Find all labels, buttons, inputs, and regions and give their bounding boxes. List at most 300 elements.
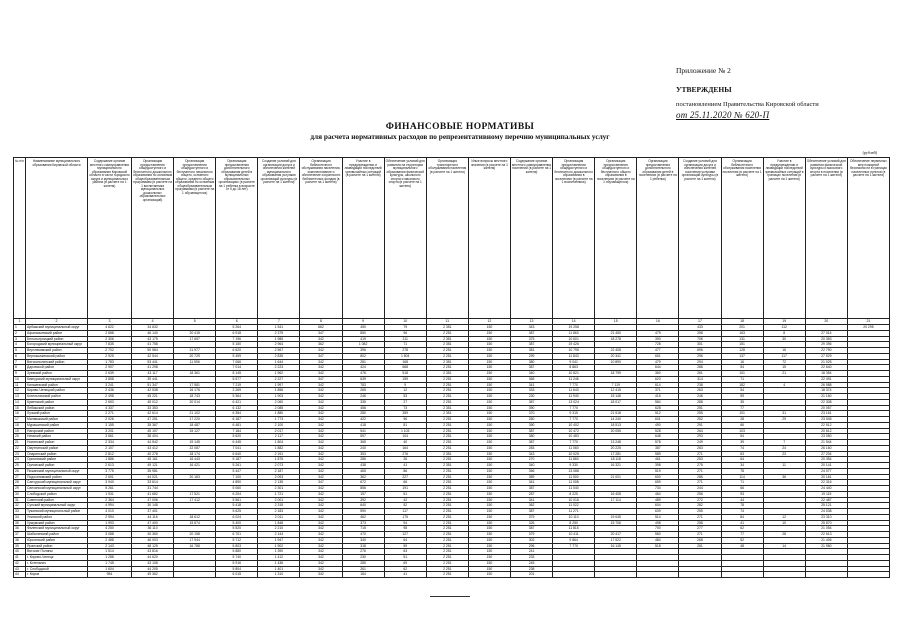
column-number: 1	[14, 319, 26, 325]
value-cell: 20 612	[805, 428, 847, 434]
value-cell: 390	[510, 405, 552, 411]
value-cell: 464	[637, 491, 679, 497]
value-cell: 15 874	[174, 520, 216, 526]
row-number: 6	[14, 353, 26, 359]
value-cell: 342	[300, 428, 342, 434]
value-cell: 342	[300, 514, 342, 520]
value-cell: 16 145	[595, 543, 637, 549]
value-cell: 2 001	[258, 497, 300, 503]
value-cell: 387	[510, 509, 552, 515]
value-cell: 2 060	[258, 399, 300, 405]
value-cell: 104	[384, 434, 426, 440]
value-cell: 54	[721, 434, 763, 440]
value-cell: 380	[510, 359, 552, 365]
value-cell: 11 940	[553, 394, 595, 400]
approval-block	[676, 66, 876, 121]
value-cell: 359	[384, 411, 426, 417]
value-cell: 2 351	[426, 463, 468, 469]
value-cell: 2 351	[426, 359, 468, 365]
value-cell: 175	[384, 514, 426, 520]
column-header: Создание условий для организации досуга и обеспечения жителей поселения услугами организаций культуры (в расчете на 1 жителя)	[679, 158, 721, 319]
value-cell: 2 143	[88, 543, 132, 549]
value-cell: 614	[637, 382, 679, 388]
value-cell: 342	[300, 526, 342, 532]
row-number: 12	[14, 388, 26, 394]
value-cell: 2 093	[258, 474, 300, 480]
value-cell: 639	[637, 509, 679, 515]
value-cell: 362	[342, 474, 384, 480]
value-cell: 286	[679, 474, 721, 480]
column-number: 16	[637, 319, 679, 325]
value-cell: 21 450	[595, 330, 637, 336]
value-cell: 1 903	[258, 394, 300, 400]
value-cell: 251	[679, 405, 721, 411]
row-number: 42	[14, 560, 26, 566]
decree-date: от 25.11.2020 № 620-П	[676, 109, 770, 120]
value-cell: 286	[342, 457, 384, 463]
value-cell: 601	[637, 417, 679, 423]
value-cell: 41	[384, 463, 426, 469]
value-cell: 644	[637, 365, 679, 371]
value-cell: 1 902	[258, 543, 300, 549]
value-cell: 2 251	[426, 388, 468, 394]
value-cell: 150	[468, 440, 510, 446]
value-cell: 15 148	[595, 394, 637, 400]
value-cell: 52	[384, 503, 426, 509]
value-cell: 63	[721, 451, 763, 457]
value-cell: 954	[88, 572, 132, 578]
value-cell: 5 060	[216, 486, 258, 492]
value-cell: 201	[510, 572, 552, 578]
value-cell: 43 117	[132, 371, 174, 377]
value-cell: 36 110	[132, 526, 174, 532]
municipality-name: Опаринский район	[26, 451, 88, 457]
value-cell: 40 360	[132, 532, 174, 538]
value-cell: 22 790	[805, 348, 847, 354]
value-cell: 5 916	[216, 560, 258, 566]
value-cell: 2 251	[426, 526, 468, 532]
value-cell: 11 863	[553, 330, 595, 336]
value-cell: 470	[342, 532, 384, 538]
value-cell: 20 183	[174, 474, 216, 480]
value-cell: 182	[721, 382, 763, 388]
value-cell: 117	[763, 353, 805, 359]
value-cell: 2 351	[426, 451, 468, 457]
value-cell: 53	[384, 394, 426, 400]
value-cell: 387	[510, 526, 552, 532]
row-number: 21	[14, 440, 26, 446]
value-cell: 1 745	[88, 560, 132, 566]
value-cell: 45 161	[132, 457, 174, 463]
value-cell: 2 351	[426, 411, 468, 417]
value-cell: 10 483	[553, 434, 595, 440]
value-cell: 342	[300, 572, 342, 578]
value-cell: 2 251	[426, 382, 468, 388]
value-cell: 45 221	[132, 394, 174, 400]
value-cell: 19 045	[595, 514, 637, 520]
value-cell: 6 640	[216, 451, 258, 457]
municipality-name: Нагорский район	[26, 428, 88, 434]
column-number: 7	[258, 319, 300, 325]
row-number: 13	[14, 394, 26, 400]
value-cell: 17 522	[595, 537, 637, 543]
value-cell: 519	[637, 468, 679, 474]
value-cell: 2 251	[426, 445, 468, 451]
value-cell: 2 073	[258, 463, 300, 469]
value-cell: 424	[342, 365, 384, 371]
value-cell: 11 271	[553, 509, 595, 515]
value-cell: 387	[510, 428, 552, 434]
value-cell: 373	[342, 520, 384, 526]
municipality-name: Белохолуницкий район	[26, 336, 88, 342]
value-cell: 39	[721, 440, 763, 446]
value-cell: 93	[721, 491, 763, 497]
value-cell: 258	[679, 520, 721, 526]
value-cell: 700	[637, 526, 679, 532]
value-cell: 5 712	[216, 537, 258, 543]
value-cell: 419	[342, 336, 384, 342]
value-cell: 62	[721, 526, 763, 532]
footer-line	[430, 596, 470, 597]
value-cell: 365	[510, 376, 552, 382]
value-cell: 245	[510, 560, 552, 566]
value-cell: 2 251	[426, 434, 468, 440]
row-number: 27	[14, 474, 26, 480]
municipality-name: Лузский район	[26, 411, 88, 417]
column-number: 20	[805, 319, 847, 325]
row-number: 35	[14, 520, 26, 526]
value-cell: 2 251	[426, 543, 468, 549]
value-cell: 49 121	[132, 463, 174, 469]
value-cell: 3 775	[88, 468, 132, 474]
value-cell: 342	[300, 463, 342, 469]
value-cell: 150	[468, 399, 510, 405]
value-cell: 15 706	[595, 520, 637, 526]
value-cell: 150	[468, 549, 510, 555]
value-cell: 150	[468, 394, 510, 400]
value-cell: 22 087	[174, 445, 216, 451]
value-cell: 164	[384, 445, 426, 451]
value-cell: 59	[721, 394, 763, 400]
row-number: 14	[14, 399, 26, 405]
value-cell: 353	[342, 451, 384, 457]
value-cell: 850	[342, 330, 384, 336]
value-cell: 18 487	[174, 422, 216, 428]
value-cell: 2 251	[426, 422, 468, 428]
municipality-name: Немский район	[26, 434, 88, 440]
value-cell: 438	[342, 463, 384, 469]
value-cell: 22 640	[805, 365, 847, 371]
value-cell: 362	[300, 342, 342, 348]
value-cell: 103	[721, 428, 763, 434]
value-cell: 20 295	[847, 325, 889, 331]
column-header: Организация предоставления дополнительного образования детей в поселениях (в расчете на 1 ребенка)	[637, 158, 679, 319]
value-cell: 35 981	[132, 468, 174, 474]
column-number: 18	[721, 319, 763, 325]
value-cell: 379	[510, 514, 552, 520]
row-number: 1	[14, 325, 26, 331]
value-cell: 29 396	[805, 342, 847, 348]
value-cell: 2 364	[88, 497, 132, 503]
value-cell: 24 077	[805, 468, 847, 474]
value-cell: 11 246	[553, 376, 595, 382]
municipality-name: Подосиновский район	[26, 474, 88, 480]
value-cell: 184	[342, 572, 384, 578]
value-cell: 5 150	[216, 342, 258, 348]
value-cell: 41 682	[132, 491, 174, 497]
row-number: 41	[14, 555, 26, 561]
value-cell: 16 443	[174, 457, 216, 463]
value-cell: 66	[721, 422, 763, 428]
value-cell: 347	[300, 353, 342, 359]
municipality-name: Афанасьевский район	[26, 330, 88, 336]
value-cell: 1 848	[258, 520, 300, 526]
value-cell: 20 225	[595, 445, 637, 451]
value-cell: 278	[384, 348, 426, 354]
value-cell: 342	[300, 474, 342, 480]
value-cell: 5 261	[216, 463, 258, 469]
value-cell: 47 006	[132, 497, 174, 503]
value-cell: 250	[510, 417, 552, 423]
value-cell: 387	[510, 486, 552, 492]
value-cell: 347	[300, 376, 342, 382]
value-cell: 281	[342, 359, 384, 365]
value-cell: 42 538	[132, 388, 174, 394]
value-cell: 22 408	[595, 348, 637, 354]
value-cell: 9 330	[553, 463, 595, 469]
value-cell: 13 088	[553, 468, 595, 474]
value-cell: 651	[637, 353, 679, 359]
document-subtitle: для расчета нормативных расходов по репрезентативному перечню муниципальных услуг	[310, 132, 610, 141]
value-cell: 261	[679, 543, 721, 549]
value-cell: 387	[510, 399, 552, 405]
value-cell: 342	[300, 434, 342, 440]
value-cell: 342	[300, 399, 342, 405]
value-cell: 17 114	[595, 497, 637, 503]
value-cell: 461	[637, 457, 679, 463]
value-cell: 43 175	[132, 336, 174, 342]
municipality-name: Арбажский муниципальный округ	[26, 325, 88, 331]
value-cell: 456	[342, 405, 384, 411]
row-number: 26	[14, 468, 26, 474]
value-cell: 1 882	[258, 445, 300, 451]
value-cell: 342	[300, 503, 342, 509]
value-cell: 72	[763, 359, 805, 365]
value-cell: 150	[468, 503, 510, 509]
value-cell: 659	[637, 480, 679, 486]
value-cell: 26	[384, 457, 426, 463]
value-cell: 21 054	[805, 526, 847, 532]
value-cell: 342	[300, 365, 342, 371]
value-cell: 662	[300, 325, 342, 331]
value-cell: 514	[637, 514, 679, 520]
column-number: 17	[679, 319, 721, 325]
value-cell: 2 210	[258, 526, 300, 532]
value-cell: 6 620	[216, 348, 258, 354]
value-cell: 46 140	[132, 330, 174, 336]
value-cell: 11	[763, 463, 805, 469]
value-cell: 20 158	[174, 532, 216, 538]
value-cell: 2 251	[426, 330, 468, 336]
column-header: Содержание органов местного самоуправления муниципального образования Кировской области в части городского округа и муниципального района (в расчете на 1 жителя)	[88, 158, 132, 319]
value-cell: 11 022	[553, 503, 595, 509]
value-cell: 256	[679, 491, 721, 497]
value-cell: 285	[342, 560, 384, 566]
value-cell: 23 161	[805, 411, 847, 417]
value-cell: 150	[468, 572, 510, 578]
value-cell: 628	[637, 405, 679, 411]
value-cell: 150	[468, 480, 510, 486]
value-cell: 2 251	[426, 514, 468, 520]
value-cell: 271	[679, 514, 721, 520]
value-cell: 2 251	[426, 532, 468, 538]
municipality-name: Лебяжский район	[26, 405, 88, 411]
value-cell: 18 017	[595, 399, 637, 405]
title-block	[250, 122, 670, 142]
value-cell: 84	[721, 514, 763, 520]
value-cell: 150	[468, 365, 510, 371]
value-cell: 249	[679, 440, 721, 446]
value-cell: 137	[721, 353, 763, 359]
value-cell: 1 875	[258, 457, 300, 463]
value-cell: 3 201	[88, 428, 132, 434]
value-cell: 150	[468, 336, 510, 342]
value-cell: 9 864	[553, 537, 595, 543]
value-cell: 43 108	[132, 560, 174, 566]
value-cell: 201	[721, 325, 763, 331]
value-cell: 6 481	[216, 422, 258, 428]
value-cell: 9	[384, 382, 426, 388]
value-cell: 21 160	[805, 394, 847, 400]
value-cell: 150	[468, 411, 510, 417]
value-cell: 10 110	[553, 514, 595, 520]
value-cell: 734	[637, 486, 679, 492]
value-cell: 191	[384, 486, 426, 492]
value-cell: 131	[721, 336, 763, 342]
value-cell: 77	[721, 532, 763, 538]
value-cell: 7 184	[216, 428, 258, 434]
value-cell: 356	[510, 468, 552, 474]
value-cell: 365	[342, 440, 384, 446]
value-cell: 342	[300, 560, 342, 566]
value-cell: 342	[300, 411, 342, 417]
value-cell: 5 880	[216, 549, 258, 555]
value-cell: 78	[721, 503, 763, 509]
value-cell: 94	[384, 520, 426, 526]
value-cell: 387	[510, 365, 552, 371]
value-cell: 22 316	[805, 480, 847, 486]
municipality-name: Фаленский муниципальный округ	[26, 526, 88, 532]
column-number: 21	[847, 319, 889, 325]
value-cell: 2 251	[426, 376, 468, 382]
value-cell: 261	[679, 371, 721, 377]
row-number: 8	[14, 365, 26, 371]
value-cell: 6 354	[216, 411, 258, 417]
column-header: Организация предоставления общедоступного и бесплатного дошкольного образования по основным общеобразовательным программам (в расчете на 1 воспитанника муниципальных дошкольных образовательных организаций)	[132, 158, 174, 319]
value-cell: 7 014	[216, 365, 258, 371]
value-cell: 2 351	[426, 342, 468, 348]
value-cell: 150	[468, 509, 510, 515]
value-cell: 342	[300, 457, 342, 463]
value-cell: 584	[637, 399, 679, 405]
value-cell: 1 401	[258, 566, 300, 572]
value-cell: 375	[510, 336, 552, 342]
value-cell: 5 447	[216, 468, 258, 474]
value-cell: 44 205	[132, 566, 174, 572]
value-cell: 48	[721, 543, 763, 549]
value-cell: 255	[679, 411, 721, 417]
municipality-name: Уржумский район	[26, 520, 88, 526]
value-cell: 263	[679, 445, 721, 451]
municipality-name: Кирово-Чепецкий район	[26, 388, 88, 394]
value-cell: 11 008	[553, 480, 595, 486]
municipality-name: Кикнурский муниципальный округ	[26, 376, 88, 382]
value-cell: 16 321	[595, 463, 637, 469]
value-cell: 23 050	[805, 434, 847, 440]
value-cell: 1 962	[258, 371, 300, 377]
value-cell: 342	[300, 497, 342, 503]
value-cell: 1 514	[88, 549, 132, 555]
row-number: 38	[14, 537, 26, 543]
municipality-name: Юрьянский район	[26, 537, 88, 543]
municipality-name: Верхнекамский район	[26, 348, 88, 354]
column-number: 6	[216, 319, 258, 325]
column-header: Обеспечение первичных мер пожарной безопасности в границах населенных пунктов (в расчете на 1 жителя)	[847, 158, 889, 319]
value-cell: 62	[384, 566, 426, 572]
value-cell: 342	[300, 394, 342, 400]
value-cell: 163	[721, 330, 763, 336]
value-cell: 672	[342, 480, 384, 486]
value-cell: 7 770	[553, 417, 595, 423]
value-cell: 450	[342, 325, 384, 331]
value-cell: 11 843	[553, 353, 595, 359]
municipality-name: Нолинский район	[26, 440, 88, 446]
value-cell: 71	[384, 342, 426, 348]
value-cell: 20 341	[595, 353, 637, 359]
value-cell: 2 251	[426, 486, 468, 492]
value-cell: 5 803	[216, 543, 258, 549]
value-cell: 342	[300, 388, 342, 394]
value-cell: 326	[510, 520, 552, 526]
value-cell: 240	[342, 445, 384, 451]
row-number: 4	[14, 342, 26, 348]
municipality-name: Сунский муниципальный округ	[26, 503, 88, 509]
value-cell: 238	[679, 382, 721, 388]
value-cell: 150	[468, 388, 510, 394]
value-cell: 433	[679, 325, 721, 331]
value-cell: 2 251	[426, 417, 468, 423]
column-number: 5	[174, 319, 216, 325]
value-cell: 2 315	[258, 503, 300, 509]
value-cell: 150	[468, 325, 510, 331]
value-cell: 150	[468, 457, 510, 463]
value-cell: 19 426	[553, 342, 595, 348]
column-header: Организация предоставления общедоступного и бесплатного начального общего, основного общего, среднего общего образования по основным общеобразовательным программам (в расчете на 1 обучающегося)	[174, 158, 216, 319]
value-cell: 1 721	[258, 491, 300, 497]
value-cell: 16 788	[174, 543, 216, 549]
value-cell: 590	[342, 509, 384, 515]
value-cell: 12	[763, 514, 805, 520]
value-cell: 379	[510, 532, 552, 538]
value-cell: 3 241	[88, 382, 132, 388]
value-cell: 2 351	[426, 371, 468, 377]
value-cell: 28	[721, 417, 763, 423]
value-cell: 335	[342, 399, 384, 405]
value-cell: 3 088	[88, 532, 132, 538]
value-cell: 462	[342, 514, 384, 520]
municipality-name: г. Котельнич	[26, 560, 88, 566]
column-header: Организация предоставления дополнительного образования детей в муниципальных образовательных организациях (в расчете на 1 ребенка в возрасте от 5 до 18 лет)	[216, 158, 258, 319]
